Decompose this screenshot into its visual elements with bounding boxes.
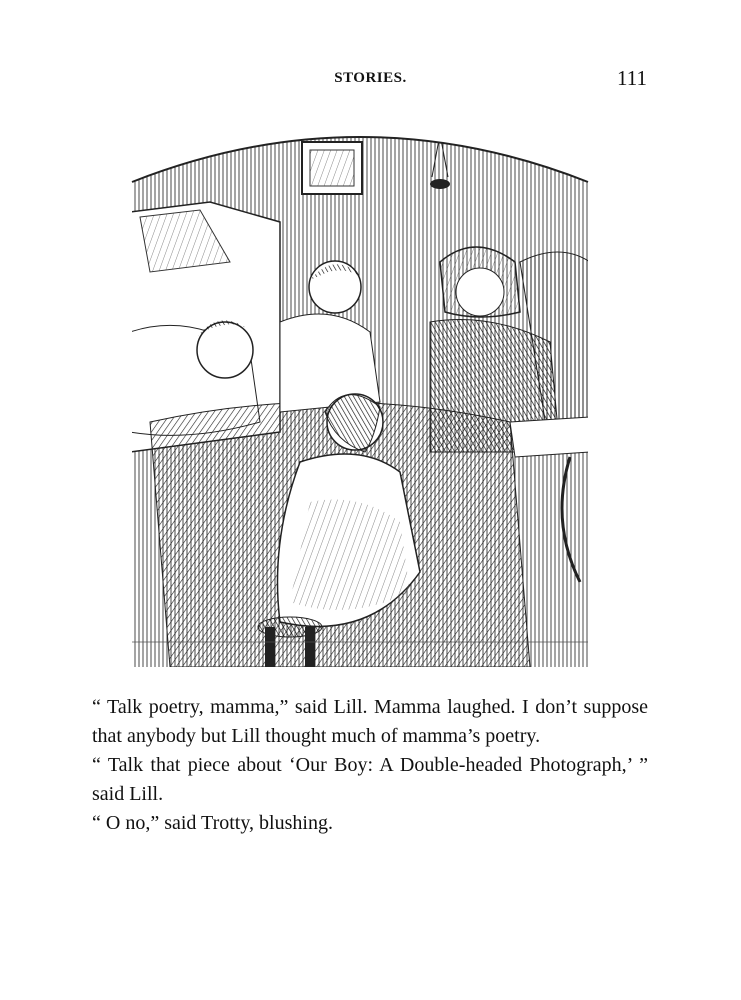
running-head [0, 66, 741, 96]
paragraph-o-no: “ O no,” said Trotty, blushing. [92, 812, 333, 834]
body-text [92, 693, 648, 838]
paragraph-talk-poetry: “ Talk poetry, mamma,” said Lill. Mamma laughed. I don’t suppose that anybody but Lill thought much of mamma’s poetry. [92, 696, 648, 747]
engraving-illustration [130, 122, 590, 667]
engraving-bedside-scene-icon [130, 122, 590, 667]
running-head-title: STORIES. [334, 70, 407, 86]
paragraph-our-boy: “ Talk that piece about ‘Our Boy: A Double-headed Photograph,’ ” said Lill. [92, 754, 648, 805]
page-number: 111 [617, 66, 647, 90]
